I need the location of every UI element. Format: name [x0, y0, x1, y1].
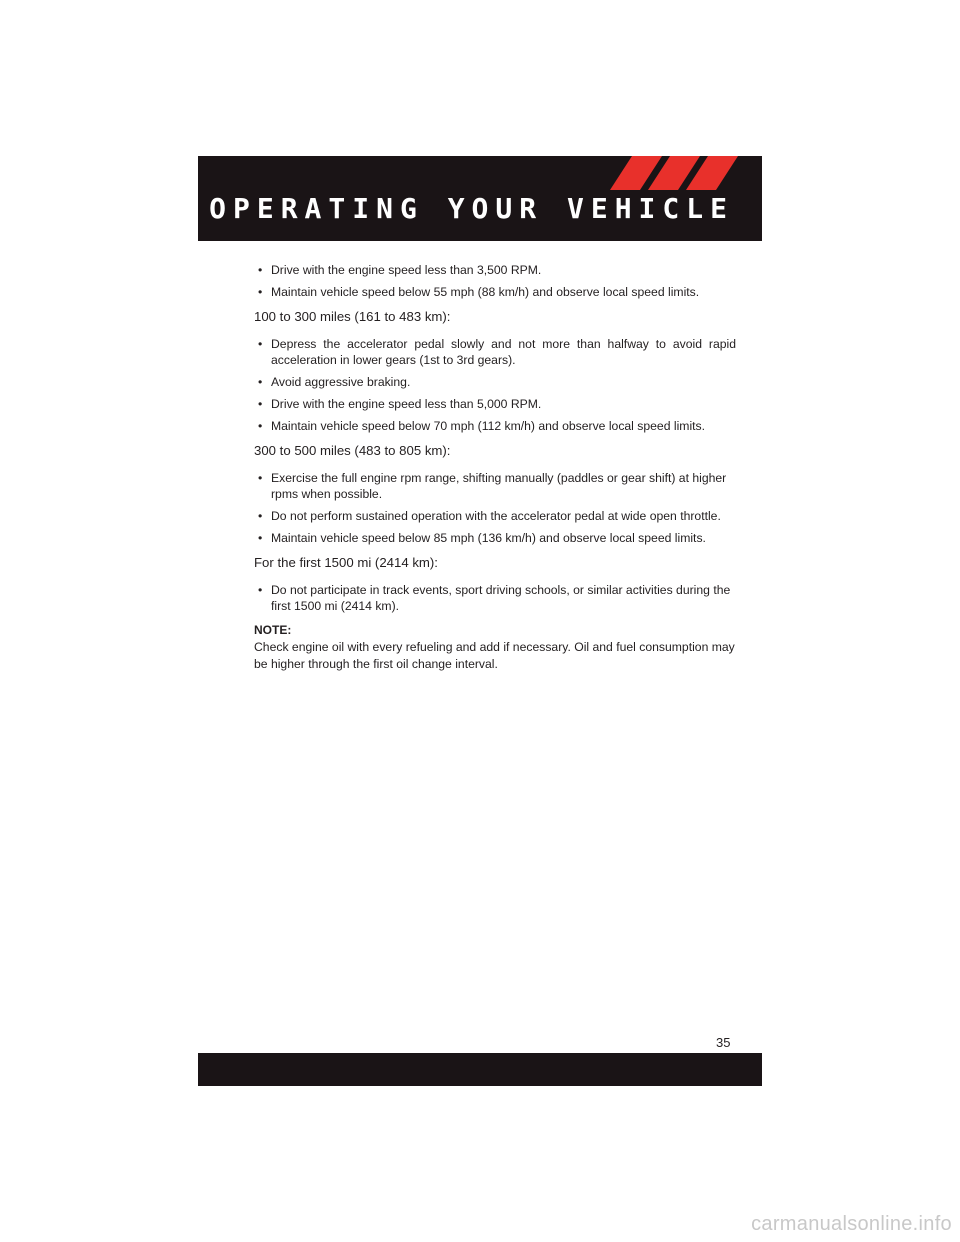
list-item: • Drive with the engine speed less than 5,000 RPM.	[254, 396, 736, 412]
list-item: • Do not perform sustained operation with the accelerator pedal at wide open throttle.	[254, 508, 736, 524]
list-item: • Drive with the engine speed less than 3,500 RPM.	[254, 262, 736, 278]
racing-stripes-icon	[608, 156, 762, 190]
section-heading: 100 to 300 miles (161 to 483 km):	[254, 309, 451, 324]
bullet-icon: •	[258, 375, 263, 389]
bullet-icon: •	[258, 397, 263, 411]
footer-bar	[198, 1053, 762, 1086]
section-heading: 300 to 500 miles (483 to 805 km):	[254, 443, 451, 458]
note-label: NOTE:	[254, 623, 292, 637]
bullet-icon: •	[258, 419, 263, 433]
bullet-icon: •	[258, 509, 263, 523]
list-item: • Exercise the full engine rpm range, shifting manually (paddles or gear shift) at higher rpms when possible.	[254, 470, 736, 502]
list-item: • Do not participate in track events, sport driving schools, or similar activities during the first 1500 mi (2414 km).	[254, 582, 736, 614]
bullet-icon: •	[258, 531, 263, 545]
note-text: Check engine oil with every refueling and add if necessary. Oil and fuel consumption may be higher through the first oil change interval.	[254, 640, 735, 671]
list-item: • Depress the accelerator pedal slowly and not more than halfway to avoid rapid acceleration in lower gears (1st to 3rd gears).	[254, 336, 736, 368]
page-number: 35	[716, 1035, 731, 1050]
page-content	[254, 262, 736, 673]
bullet-icon: •	[258, 285, 263, 299]
section-heading: For the first 1500 mi (2414 km):	[254, 555, 438, 570]
section-title: OPERATING YOUR VEHICLE	[209, 192, 734, 225]
list-item: • Maintain vehicle speed below 85 mph (136 km/h) and observe local speed limits.	[254, 530, 736, 546]
bullet-icon: •	[258, 337, 263, 351]
list-item: • Maintain vehicle speed below 55 mph (88 km/h) and observe local speed limits.	[254, 284, 736, 300]
bullet-icon: •	[258, 583, 263, 597]
section-header-bar	[198, 156, 762, 241]
bullet-icon: •	[258, 263, 263, 277]
bullet-icon: •	[258, 471, 263, 485]
watermark: carmanualsonline.info	[751, 1213, 952, 1235]
list-item: • Maintain vehicle speed below 70 mph (112 km/h) and observe local speed limits.	[254, 418, 736, 434]
list-item: • Avoid aggressive braking.	[254, 374, 736, 390]
